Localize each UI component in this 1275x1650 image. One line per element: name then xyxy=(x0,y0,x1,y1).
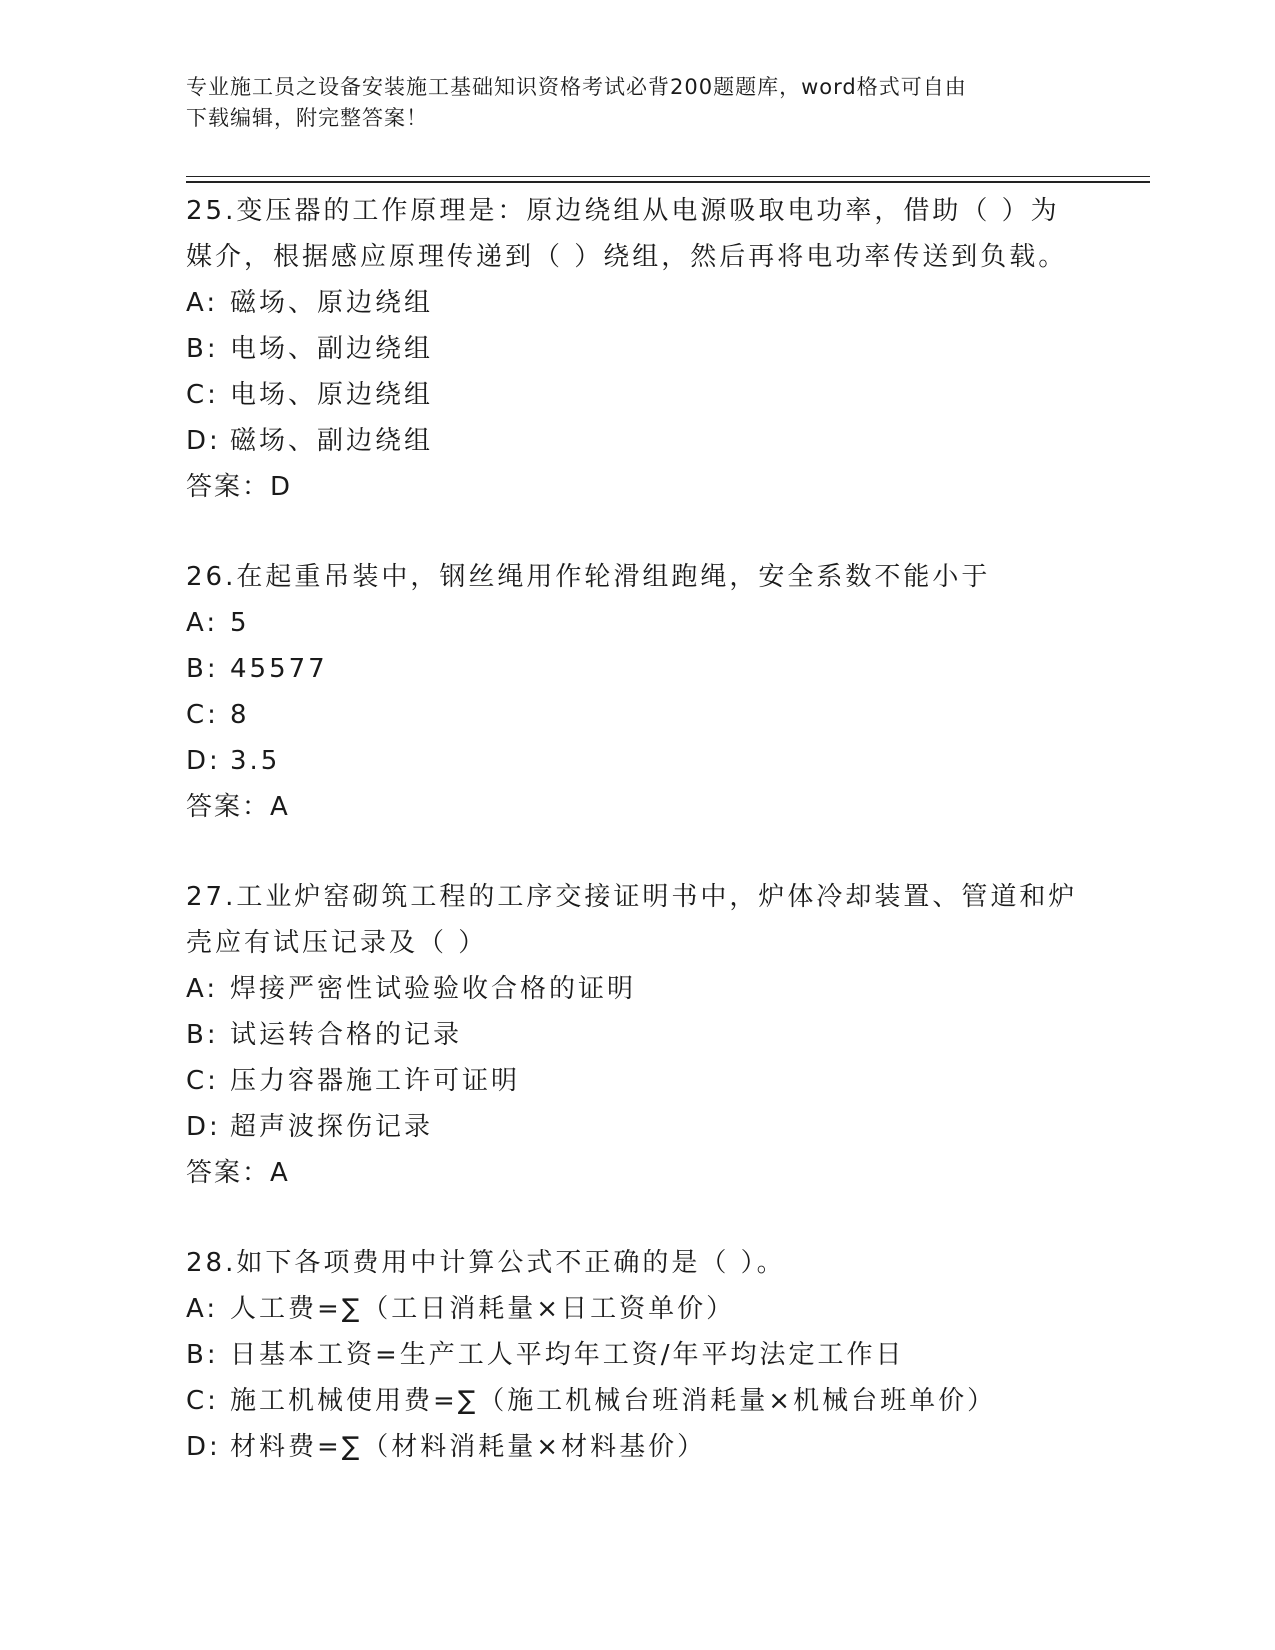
question-stem: 27.工业炉窑砌筑工程的工序交接证明书中，炉体冷却装置、管道和炉壳应有试压记录及（ ） xyxy=(186,882,1078,958)
option-b xyxy=(186,646,1086,692)
question-stem: 26.在起重吊装中，钢丝绳用作轮滑组跑绳，安全系数不能小于 xyxy=(186,562,991,592)
option-key: A: xyxy=(186,974,219,1004)
option-key: C: xyxy=(186,700,219,730)
option-text: 材料费=∑（材料消耗量×材料基价） xyxy=(230,1432,707,1462)
option-key: B: xyxy=(186,334,219,364)
option-c xyxy=(186,372,1086,418)
answer: 答案：A xyxy=(186,792,290,822)
option-key: B: xyxy=(186,1020,219,1050)
option-text: 压力容器施工许可证明 xyxy=(230,1066,521,1096)
option-text: 电场、原边绕组 xyxy=(230,380,434,410)
question-25 xyxy=(186,188,1086,510)
question-26 xyxy=(186,554,1086,830)
option-d xyxy=(186,418,1086,464)
option-text: 电场、副边绕组 xyxy=(230,334,434,364)
question-stem: 28.如下各项费用中计算公式不正确的是（ ）。 xyxy=(186,1248,786,1278)
option-text: 5 xyxy=(230,608,250,638)
option-text: 3.5 xyxy=(230,746,281,776)
question-stem: 25.变压器的工作原理是：原边绕组从电源吸取电功率，借助（ ）为媒介，根据感应原理传递到（ ）绕组，然后再将电功率传送到负载。 xyxy=(186,196,1068,272)
option-text: 人工费=∑（工日消耗量×日工资单价） xyxy=(230,1294,736,1324)
option-key: A: xyxy=(186,288,219,318)
option-d xyxy=(186,1104,1086,1150)
option-a xyxy=(186,280,1086,326)
option-d xyxy=(186,738,1086,784)
option-key: C: xyxy=(186,1386,219,1416)
option-d xyxy=(186,1424,1086,1470)
option-c xyxy=(186,1058,1086,1104)
option-c xyxy=(186,692,1086,738)
option-key: A: xyxy=(186,608,219,638)
answer: 答案：D xyxy=(186,472,293,502)
option-key: D: xyxy=(186,1432,221,1462)
option-text: 焊接严密性试验验收合格的证明 xyxy=(230,974,637,1004)
option-key: D: xyxy=(186,426,221,456)
document-header xyxy=(186,72,1066,134)
option-c xyxy=(186,1378,1086,1424)
option-key: B: xyxy=(186,1340,219,1370)
option-key: D: xyxy=(186,1112,221,1142)
option-b xyxy=(186,326,1086,372)
option-key: C: xyxy=(186,380,219,410)
option-text: 试运转合格的记录 xyxy=(230,1020,463,1050)
option-text: 日基本工资=生产工人平均年工资/年平均法定工作日 xyxy=(230,1340,905,1370)
option-b xyxy=(186,1332,1086,1378)
question-28 xyxy=(186,1240,1086,1470)
header-line-2: 下载编辑，附完整答案！ xyxy=(186,106,428,130)
question-list xyxy=(186,188,1086,1514)
option-key: A: xyxy=(186,1294,219,1324)
option-key: D: xyxy=(186,746,221,776)
option-text: 45577 xyxy=(230,654,328,684)
header-line-1: 专业施工员之设备安装施工基础知识资格考试必背200题题库，word格式可自由 xyxy=(186,75,967,99)
option-text: 8 xyxy=(230,700,250,730)
answer: 答案：A xyxy=(186,1158,290,1188)
option-text: 磁场、副边绕组 xyxy=(230,426,434,456)
option-key: B: xyxy=(186,654,219,684)
option-a xyxy=(186,1286,1086,1332)
option-a xyxy=(186,600,1086,646)
header-divider xyxy=(186,176,1150,183)
option-text: 磁场、原边绕组 xyxy=(230,288,434,318)
option-key: C: xyxy=(186,1066,219,1096)
question-27 xyxy=(186,874,1086,1196)
option-text: 施工机械使用费=∑（施工机械台班消耗量×机械台班单价） xyxy=(230,1386,997,1416)
option-b xyxy=(186,1012,1086,1058)
option-a xyxy=(186,966,1086,1012)
option-text: 超声波探伤记录 xyxy=(230,1112,434,1142)
